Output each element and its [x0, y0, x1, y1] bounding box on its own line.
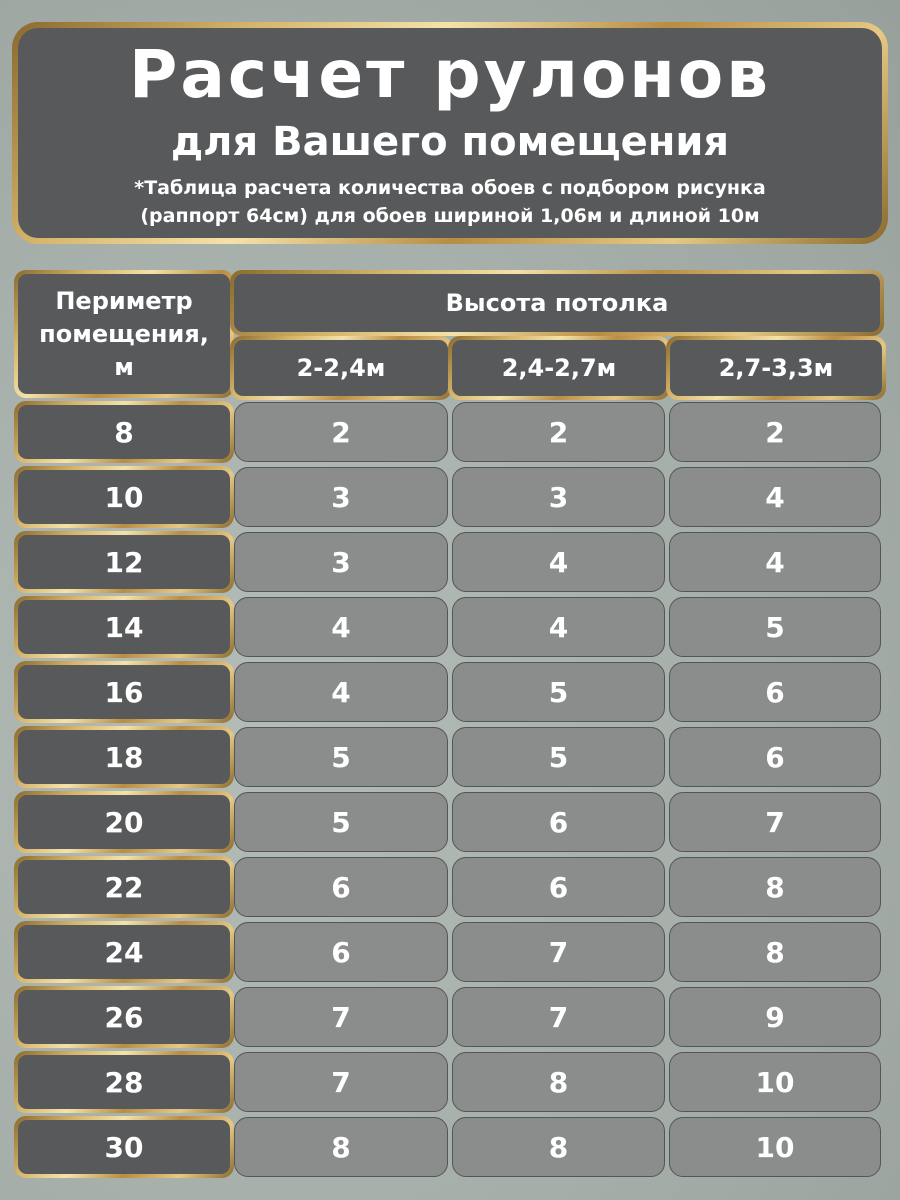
perimeter-header-line-3: м	[114, 352, 134, 381]
table-row-label	[14, 921, 234, 983]
roll-count-cell: 2	[234, 402, 448, 462]
height-col-label: 2,7-3,3м	[670, 340, 882, 396]
perimeter-value: 28	[18, 1055, 230, 1109]
perimeter-header-line-2: помещения,	[39, 319, 209, 348]
height-col-header-3	[666, 336, 886, 400]
roll-count-cell: 4	[669, 467, 881, 527]
roll-count-cell: 6	[669, 727, 881, 787]
roll-count-cell: 9	[669, 987, 881, 1047]
roll-count-cell: 4	[452, 597, 665, 657]
table-row-label	[14, 531, 234, 593]
table-note	[134, 174, 765, 230]
roll-count-cell: 4	[669, 532, 881, 592]
roll-count-cell: 4	[234, 662, 448, 722]
roll-count-cell: 8	[452, 1052, 665, 1112]
roll-count-cell: 5	[452, 727, 665, 787]
perimeter-value: 18	[18, 730, 230, 784]
page-subtitle: для Вашего помещения	[170, 119, 730, 165]
perimeter-header	[18, 274, 230, 394]
roll-count-cell: 5	[234, 727, 448, 787]
roll-count-cell: 6	[234, 857, 448, 917]
roll-count-cell: 8	[234, 1117, 448, 1177]
perimeter-value: 26	[18, 990, 230, 1044]
perimeter-header-cell	[14, 270, 234, 398]
table-row-label	[14, 661, 234, 723]
roll-count-cell: 7	[452, 922, 665, 982]
roll-count-cell: 7	[234, 1052, 448, 1112]
roll-count-cell: 8	[669, 922, 881, 982]
height-col-header-2	[448, 336, 670, 400]
table-row-label	[14, 466, 234, 528]
perimeter-value: 8	[18, 405, 230, 459]
table-row-label	[14, 1116, 234, 1178]
perimeter-value: 24	[18, 925, 230, 979]
roll-count-cell: 8	[452, 1117, 665, 1177]
roll-count-cell: 6	[452, 792, 665, 852]
roll-count-cell: 7	[669, 792, 881, 852]
roll-count-cell: 4	[452, 532, 665, 592]
roll-count-cell: 3	[234, 467, 448, 527]
table-row-label	[14, 726, 234, 788]
perimeter-value: 14	[18, 600, 230, 654]
roll-count-cell: 4	[234, 597, 448, 657]
roll-count-cell: 6	[234, 922, 448, 982]
perimeter-value: 30	[18, 1120, 230, 1174]
roll-count-cell: 5	[669, 597, 881, 657]
perimeter-value: 10	[18, 470, 230, 524]
header-banner	[12, 22, 888, 244]
roll-count-cell: 10	[669, 1052, 881, 1112]
roll-count-cell: 3	[452, 467, 665, 527]
height-col-label: 2,4-2,7м	[452, 340, 666, 396]
perimeter-value: 16	[18, 665, 230, 719]
roll-count-cell: 6	[669, 662, 881, 722]
perimeter-header-line-1: Периметр	[55, 286, 193, 315]
perimeter-value: 22	[18, 860, 230, 914]
roll-count-cell: 5	[234, 792, 448, 852]
roll-count-cell: 6	[452, 857, 665, 917]
roll-count-cell: 10	[669, 1117, 881, 1177]
roll-count-cell: 3	[234, 532, 448, 592]
roll-count-cell: 2	[669, 402, 881, 462]
roll-count-cell: 5	[452, 662, 665, 722]
roll-count-cell: 2	[452, 402, 665, 462]
table-row-label	[14, 856, 234, 918]
height-header-cell	[230, 270, 884, 336]
height-col-header-1	[230, 336, 452, 400]
perimeter-value: 12	[18, 535, 230, 589]
table-row-label	[14, 1051, 234, 1113]
header-panel	[18, 28, 882, 238]
roll-count-cell: 8	[669, 857, 881, 917]
roll-count-cell: 7	[234, 987, 448, 1047]
height-col-label: 2-2,4м	[234, 340, 448, 396]
table-row-label	[14, 596, 234, 658]
page-title: Расчет рулонов	[129, 36, 771, 113]
table-row-label	[14, 401, 234, 463]
roll-count-cell: 7	[452, 987, 665, 1047]
note-line-1: *Таблица расчета количества обоев с подбором рисунка	[134, 177, 766, 199]
height-header: Высота потолка	[234, 274, 880, 332]
table-row-label	[14, 791, 234, 853]
note-line-2: (раппорт 64см) для обоев шириной 1,06м и длиной 10м	[140, 205, 760, 227]
perimeter-value: 20	[18, 795, 230, 849]
table-row-label	[14, 986, 234, 1048]
